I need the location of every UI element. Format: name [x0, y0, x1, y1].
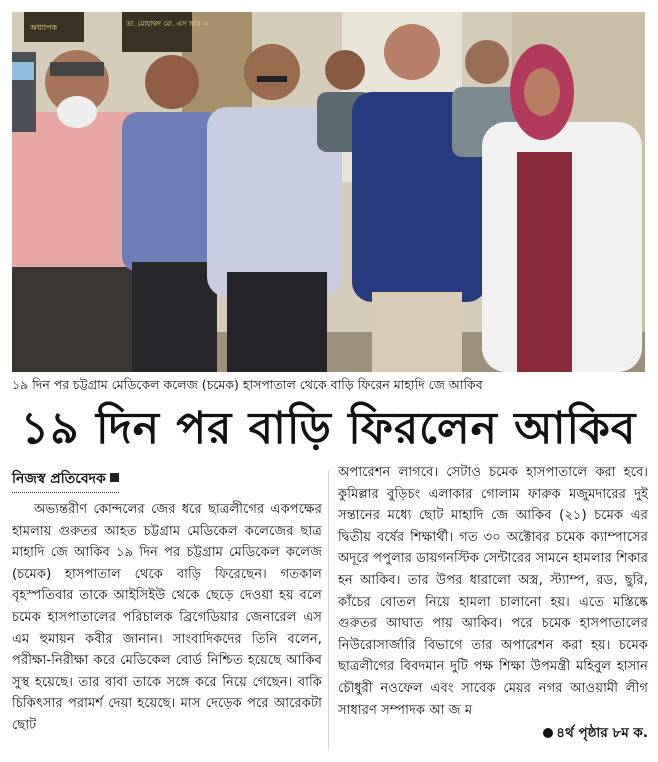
byline [12, 468, 119, 493]
person-0 [12, 52, 36, 132]
photo-caption: ১৯ দিন পর চট্টগ্রাম মেডিকেল কলেজ (চমেক) হাসপাতাল থেকে বাড়ি ফিরেন মাহাদি জে আকিব [12, 377, 483, 392]
sign-small-text: অধ্যাপক [30, 23, 58, 32]
right-column [338, 462, 648, 745]
square-icon [110, 473, 119, 482]
continued-text: ৪র্থ পৃষ্ঠার ৮ম ক. [556, 725, 648, 742]
left-column-text: অভ্যন্তরীণ কোন্দলের জের ধরে ছাত্রলীগের একপক্ষের হামলায় গুরুতর আহত চট্টগ্রাম মেডিকেল কলেজের ছাত্র মাহাদি জে আকিব ১৯ দিন পর চট্টগ্রাম মেডিকেল কলেজ (চমেক) হাসপাতাল থেকে বাড়ি ফিরেছেন। গতকাল বৃহস্পতিবার তাকে আইসিইউ থেকে ছেড়ে দেওয়া হয় বলে চমেক হাসপাতালের পরিচালক ব্রিগেডিয়ার জেনারেল এস এম হুমায়ন কবীর জানান। সাংবাদিকদের তিনি বলেন, পরীক্ষা-নিরীক্ষা করে মেডিকেল বোর্ড নিশ্চিত হয়েছে আকিব সুস্থ হয়েছে। তার বাবা তাকে সঙ্গে করে নিয়ে গেছেন। বাকি চিকিৎসার পরামর্শ দেয়া হয়েছে। মাস দেড়েক পরে আরেকটা ছোট [12, 502, 322, 733]
continued-marker [338, 723, 648, 745]
photo-illustration [12, 12, 645, 372]
right-column-text: অপারেশন লাগবে। সেটাও চমেক হাসপাতালে করা হবে। কুমিল্লার বুড়িচং এলাকার গোলাম ফারুক মজুমদারের দুই সন্তানের মধ্যে ছোট মাহাদি জে আকিব (২১) চমেক এর দ্বিতীয় বর্ষের শিক্ষার্থী। গত ৩০ অক্টোবর চমেক ক্যাম্পাসের অদূরে পপুলার ডায়গনস্টিক সেন্টারের সামনে হামলার শিকার হন আকিব। তার উপর ধারালো অস্ত্র, স্ট্যাম্প, রড, ছুরি, কাঁচের বোতল নিয়ে হামলা চালানো হয়। এতে মস্তিষ্কে গুরুতর আঘাত পায় আকিব। পরে চমেক হাসপাতালের নিউরোসার্জারি বিভাগে তার অপারেশন করা হয়। চমেক ছাত্রলীগের বিবদমান দুটি পক্ষ শিক্ষা উপমন্ত্রী মহিবুল হাসান চৌধুরী নওফেল এবং সাবেক মেয়র নগর আওয়ামী লীগ সাধারণ সম্পাদক আ জ ম [338, 465, 648, 718]
byline-text: নিজস্ব প্রতিবেদক [12, 471, 106, 487]
sign-board [122, 12, 192, 52]
sign-text: ডা. মোহাম্মদ মো. এস আর এ [126, 20, 209, 28]
left-column [12, 468, 322, 737]
headline: ১৯ দিন পর বাড়ি ফিরলেন আকিব [20, 403, 637, 454]
news-photo [12, 12, 645, 372]
bullet-icon [543, 728, 553, 738]
column-divider [328, 470, 329, 750]
